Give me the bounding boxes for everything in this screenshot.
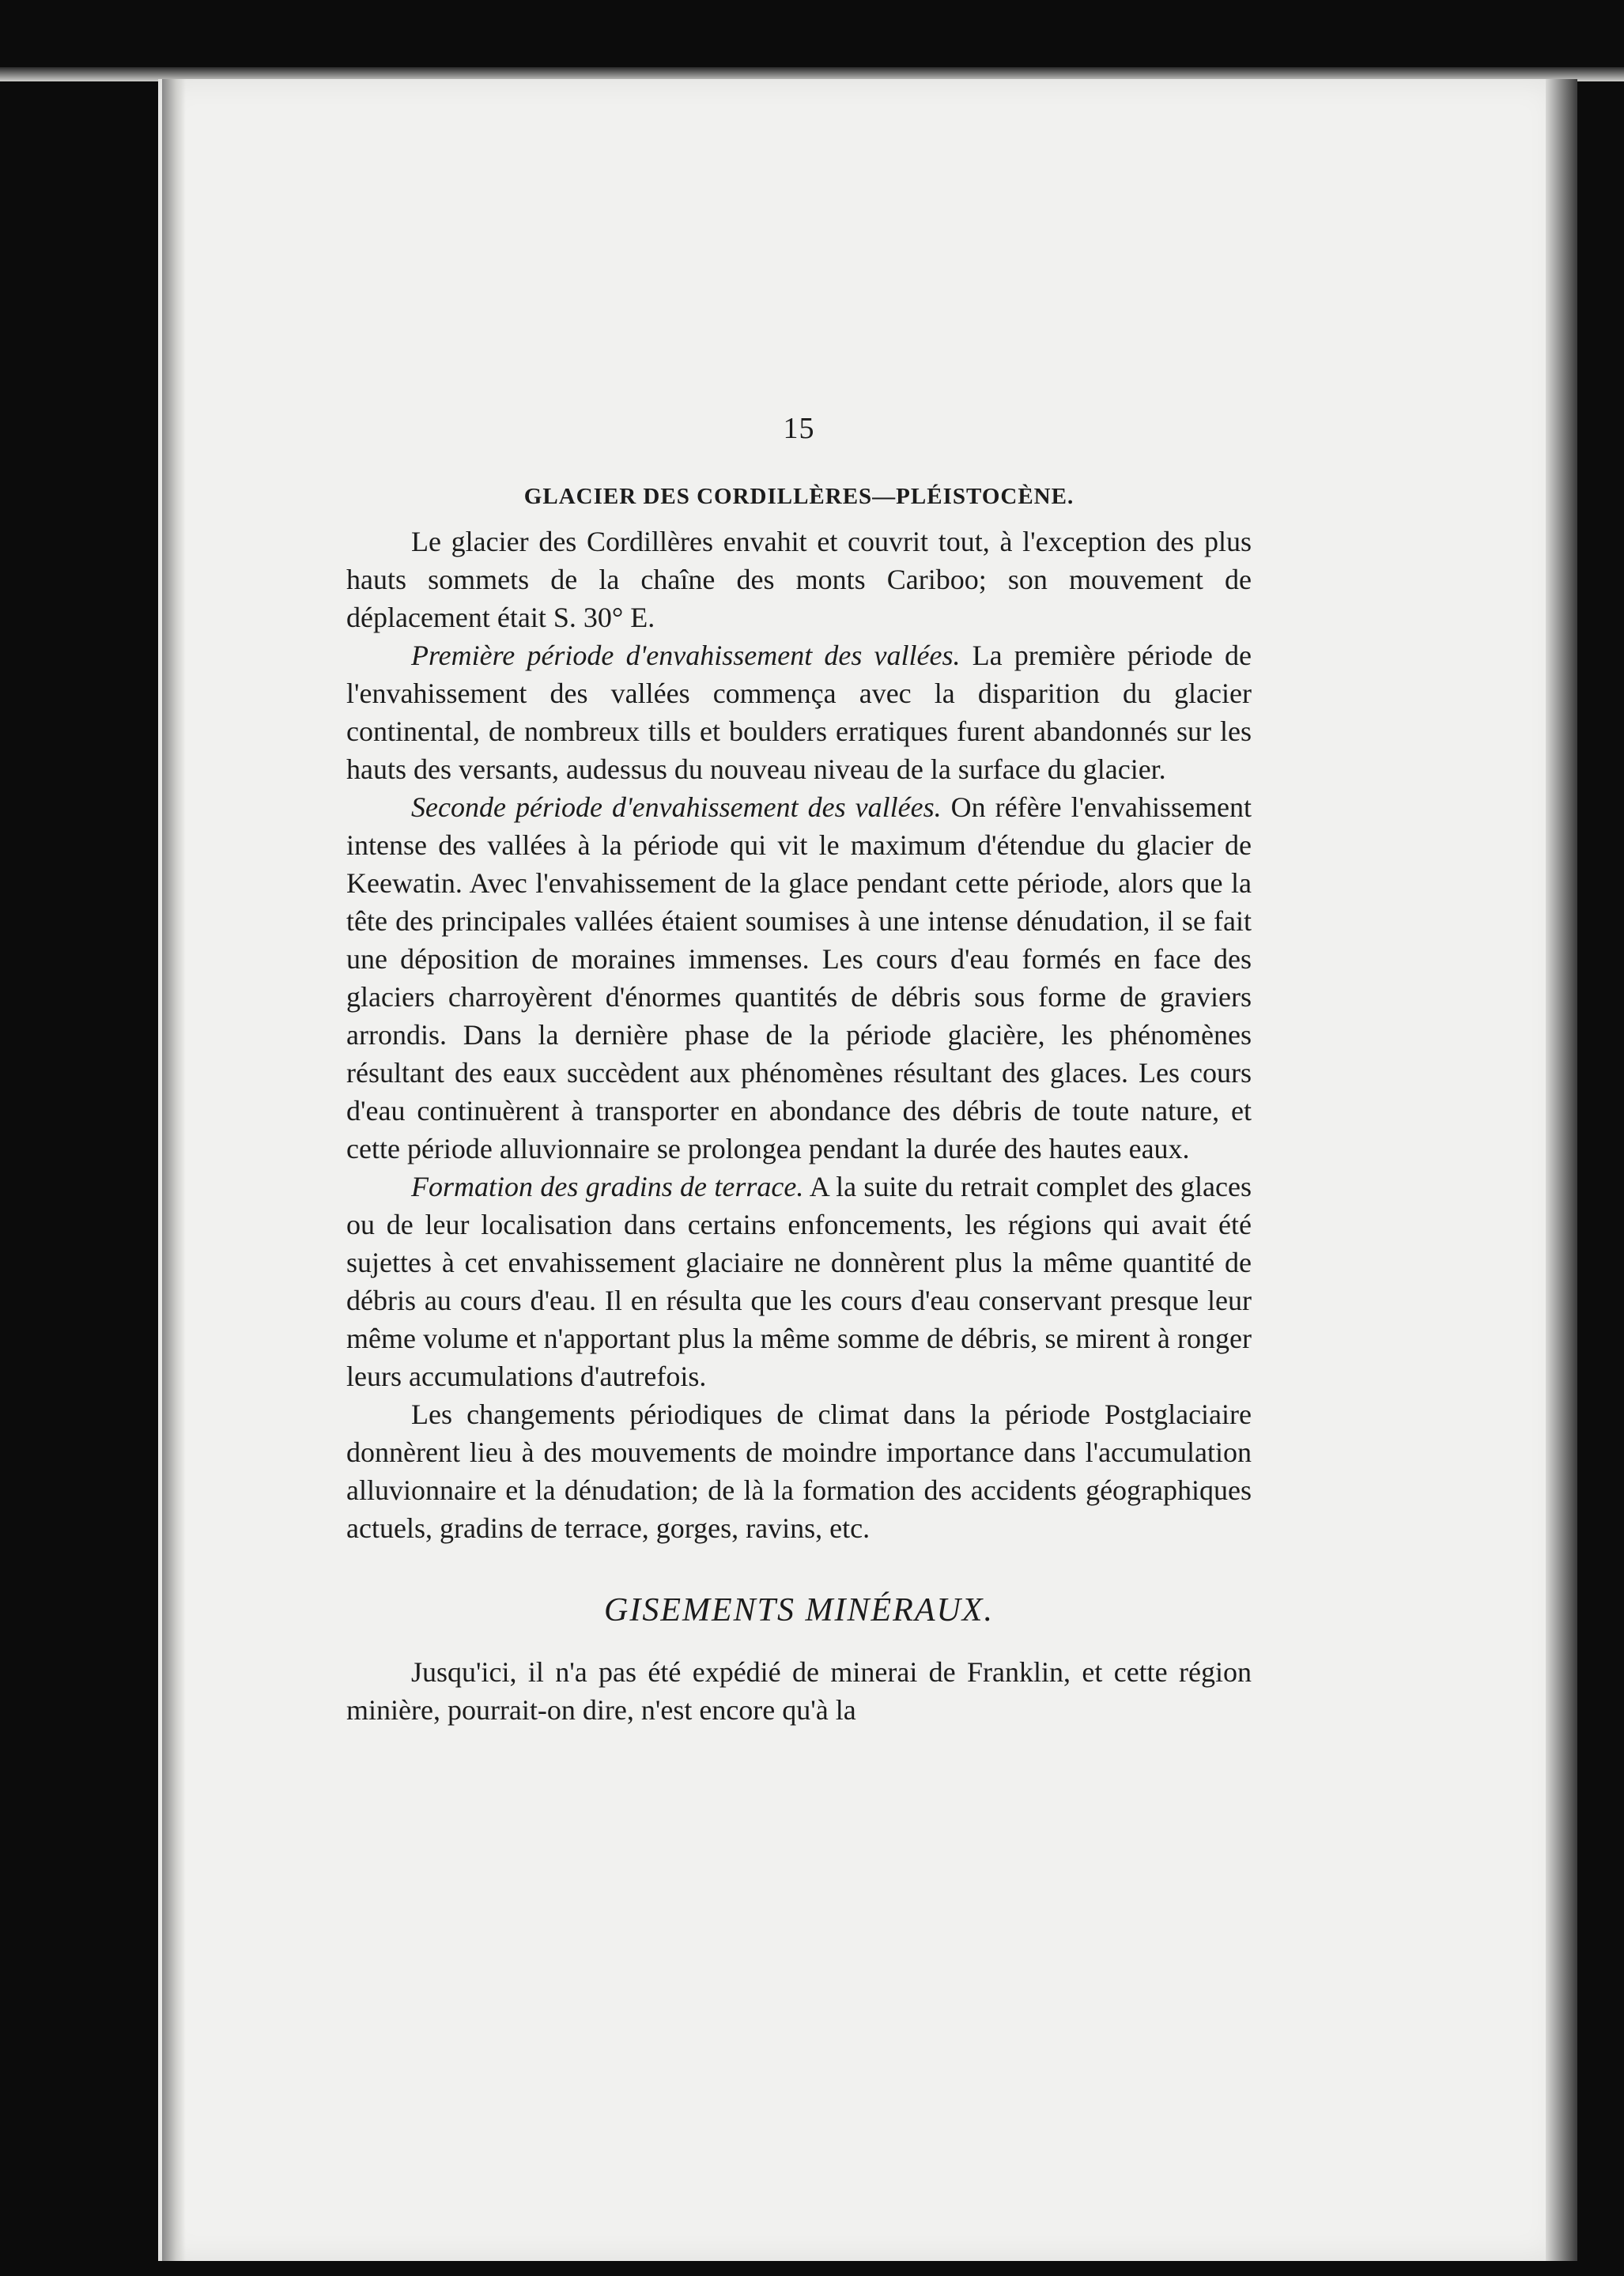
paragraph-text: Les changements périodiques de climat dans la période Postglaciaire donnèrent lieu à des mouvements de moindre importance dans l'accumulation alluvionnaire et la dénudation; de là la formation des accidents géographiques actuels, gradins de terrace, gorges, ravins, etc. <box>346 1398 1252 1544</box>
paragraph-heading: Formation des gradins de terrace. <box>411 1171 804 1202</box>
page-text <box>346 411 1252 1729</box>
page-number: 15 <box>783 412 815 445</box>
paragraph <box>346 1395 1252 1547</box>
paragraph <box>346 1168 1252 1395</box>
page-gutter-shadow <box>162 79 186 2261</box>
paragraph <box>346 1653 1252 1729</box>
paragraph-heading: Seconde période d'envahissement des vallées. <box>411 791 942 823</box>
paragraph <box>346 636 1252 788</box>
paragraph <box>346 788 1252 1168</box>
paragraph <box>346 523 1252 636</box>
paragraph-text: La première période de l'envahissement des vallées commença avec la disparition du glacier continental, de nombreux tills et boulders erratiques furent abandonnés sur les hauts des versants, audessus du nouveau niveau de la surface du glacier. <box>346 640 1252 785</box>
paragraph-text: A la suite du retrait complet des glaces ou de leur localisation dans certains enfoncements, les régions qui avait été sujettes à cet envahissement glaciaire ne donnèrent plus la même quantité de débris au cours d'eau. Il en résulta que les cours d'eau conservant presque leur même volume et n'apportant plus la même somme de débris, se mirent à ronger leurs accumulations d'autrefois. <box>346 1171 1252 1392</box>
paragraph-text: Jusqu'ici, il n'a pas été expédié de minerai de Franklin, et cette région minière, pourrait-on dire, n'est encore qu'à la <box>346 1656 1252 1726</box>
paragraph-text: Le glacier des Cordillères envahit et couvrit tout, à l'exception des plus hauts sommets de la chaîne des monts Cariboo; son mouvement de déplacement était S. 30° E. <box>346 526 1252 633</box>
paragraph-text: On réfère l'envahissement intense des vallées à la période qui vit le maximum d'étendue du glacier de Keewatin. Avec l'envahissement de la glace pendant cette période, alors que la tête des principales vallées étaient soumises à une intense dénudation, il se fait une déposition de moraines immenses. Les cours d'eau formés en face des glaciers charroyèrent d'énormes quantités de débris sous forme de graviers arrondis. Dans la dernière phase de la période glacière, les phénomènes résultant des eaux succèdent aux phénomènes résultant des glaces. Les cours d'eau continuèrent à transporter en abondance des débris de toute nature, et cette période alluvionnaire se prolongea pendant la durée des hautes eaux. <box>346 791 1252 1164</box>
paragraph-heading: Première période d'envahissement des vallées. <box>411 640 961 671</box>
page-right-edge <box>1546 79 1577 2261</box>
section-title: GISEMENTS MINÉRAUX. <box>604 1592 994 1629</box>
section-heading: GLACIER DES CORDILLÈRES—PLÉISTOCÈNE. <box>523 484 1074 509</box>
